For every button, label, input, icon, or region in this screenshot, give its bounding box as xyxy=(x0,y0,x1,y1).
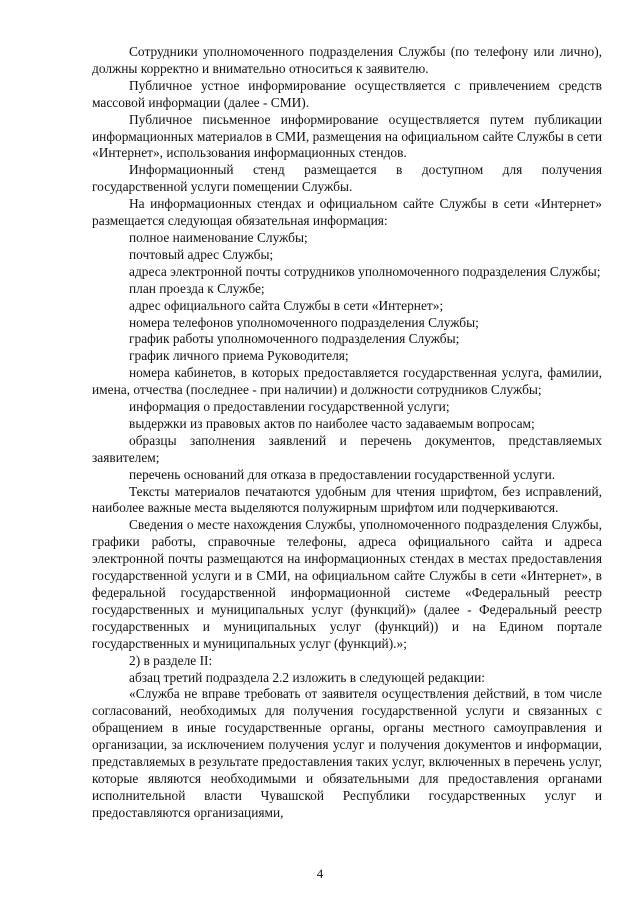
paragraph-public-written: Публичное письменное информирование осуществляется путем публикации информационных материалов в СМИ, размещения на официальном сайте Службы в сети «Интернет», использования информационных стендов. xyxy=(92,111,602,161)
list-item-phone-numbers: номера телефонов уполномоченного подразделения Службы; xyxy=(129,314,479,330)
list-item-legal-excerpts: выдержки из правовых актов по наиболее часто задаваемым вопросам; xyxy=(129,415,535,431)
list-item-website-address: адрес официального сайта Службы в сети «Интернет»; xyxy=(129,297,444,313)
document-body xyxy=(92,44,602,822)
page-number: 4 xyxy=(316,866,324,881)
paragraph-mandatory-info-intro: На информационных стендах и официальном сайте Службы в сети «Интернет» размещается следующая обязательная информация: xyxy=(92,196,602,229)
paragraph-info-stand: Информационный стенд размещается в доступном для получения государственной услуги помещении Службы. xyxy=(92,162,602,195)
list-item-refusal-grounds: перечень оснований для отказа в предоставлении государственной услуги. xyxy=(129,466,556,482)
paragraph-amendment-instruction: абзац третий подраздела 2.2 изложить в следующей редакции: xyxy=(129,669,485,685)
list-item-service-info: информация о предоставлении государственной услуги; xyxy=(129,399,450,415)
list-item-reception-schedule: график личного приема Руководителя; xyxy=(129,348,349,364)
list-item-postal-address: почтовый адрес Службы; xyxy=(129,246,274,262)
paragraph-text-formatting: Тексты материалов печатаются удобным для чтения шрифтом, без исправлений, наиболее важные места выделяются полужирным шрифтом или подчеркиваются. xyxy=(92,483,602,516)
list-item-email-addresses: адреса электронной почты сотрудников уполномоченного подразделения Службы; xyxy=(129,263,601,279)
paragraph-location-info: Сведения о месте нахождения Службы, уполномоченного подразделения Службы, графики работы, справочные телефоны, адреса официального сайта и адреса электронной почты размещаются на информационных стендах в местах предоставления государственной услуги и в СМИ, на официальном сайте Службы в сети «Интернет», в федеральной государственной информационной системе «Федеральный реестр государственных и муниципальных услуг (функций)» (далее - Федеральный реестр государственных и муниципальных услуг (функций)) и на Едином портале государственных и муниципальных услуг (функций).»; xyxy=(92,517,602,651)
list-item-office-numbers: номера кабинетов, в которых предоставляется государственная услуга, фамилии, имена, отчества (последнее - при наличии) и должности сотрудников Службы; xyxy=(92,365,602,398)
list-item-sample-forms: образцы заполнения заявлений и перечень документов, представляемых заявителем; xyxy=(92,432,602,465)
paragraph-section-two: 2) в разделе II: xyxy=(129,652,213,668)
list-item-route-plan: план проезда к Службе; xyxy=(129,280,265,296)
list-item-full-name: полное наименование Службы; xyxy=(129,229,308,245)
list-item-work-schedule: график работы уполномоченного подразделения Службы; xyxy=(129,331,460,347)
paragraph-public-oral: Публичное устное информирование осуществляется с привлечением средств массовой информации (далее - СМИ). xyxy=(92,77,602,110)
paragraph-amendment-text: «Служба не вправе требовать от заявителя осуществления действий, в том числе согласований, необходимых для получения государственной услуги и связанных с обращением в иные государственные органы, органы местного самоуправления и организации, за исключением получения услуг и получения документов и информации, представляемых в результате предоставления таких услуг, включенных в перечень услуг, которые являются необходимыми и обязательными для предоставления органами исполнительной власти Чувашской Республики государственных услуг и предоставляются организациями, xyxy=(92,686,602,820)
paragraph-staff-conduct: Сотрудники уполномоченного подразделения Службы (по телефону или лично), должны корректно и внимательно относиться к заявителю. xyxy=(92,44,602,76)
